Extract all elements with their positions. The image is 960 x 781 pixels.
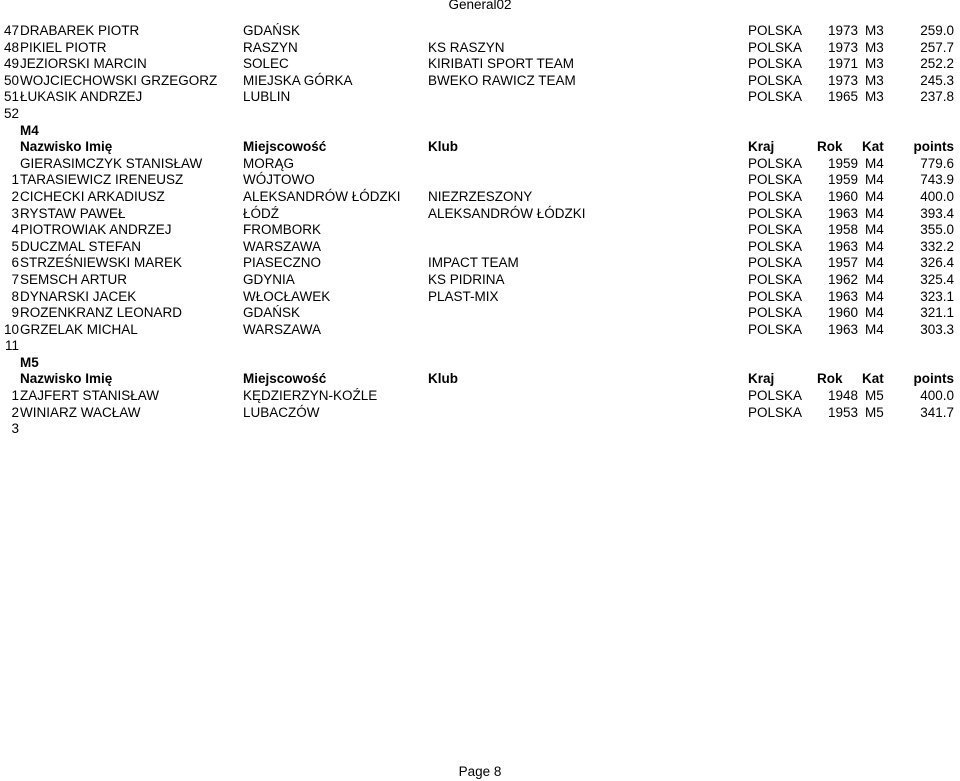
category-row: [0, 355, 960, 372]
cell-num: 4: [11, 222, 19, 238]
cell-year: 1960: [828, 188, 859, 204]
cell-name: ŁUKASIK ANDRZEJ: [20, 89, 143, 105]
cell-club: KS RASZYN: [428, 39, 505, 55]
table-row: [0, 73, 960, 90]
column-header-city: Miejscowość: [243, 139, 327, 155]
cell-city: GDAŃSK: [243, 305, 301, 321]
cell-num: 2: [11, 404, 19, 420]
cell-country: POLSKA: [748, 255, 803, 271]
cell-num: 52: [3, 105, 19, 121]
cell-year: 1959: [828, 155, 859, 171]
column-header-points: points: [913, 139, 954, 155]
cell-kat: M4: [865, 238, 884, 254]
results-sheet: [0, 23, 960, 438]
cell-name: JEZIORSKI MARCIN: [20, 56, 147, 72]
category-label: M4: [20, 122, 39, 138]
cell-num: 11: [4, 338, 19, 354]
cell-points: 779.6: [920, 155, 954, 171]
cell-num: 7: [11, 271, 19, 287]
cell-kat: M4: [865, 172, 884, 188]
cell-points: 321.1: [920, 305, 954, 321]
cell-year: 1963: [828, 205, 859, 221]
cell-country: POLSKA: [748, 222, 803, 238]
cell-country: POLSKA: [748, 205, 803, 221]
cell-points: 400.0: [920, 388, 954, 404]
cell-year: 1948: [828, 388, 859, 404]
table-row: [0, 56, 960, 73]
column-header-club: Klub: [428, 139, 458, 155]
cell-kat: M4: [865, 321, 884, 337]
cell-name: WOJCIECHOWSKI GRZEGORZ: [20, 72, 218, 88]
table-row-empty: [0, 421, 960, 438]
table-row: [0, 405, 960, 422]
cell-points: 332.2: [920, 238, 954, 254]
cell-kat: M4: [865, 155, 884, 171]
cell-name: RYSTAW PAWEŁ: [20, 205, 126, 221]
cell-kat: M4: [865, 205, 884, 221]
column-header-kat: Kat: [862, 139, 884, 155]
cell-city: SOLEC: [243, 56, 289, 72]
cell-points: 326.4: [920, 255, 954, 271]
cell-name: ZAJFERT STANISŁAW: [20, 388, 160, 404]
cell-city: ALEKSANDRÓW ŁÓDZKI: [243, 188, 401, 204]
category-row: [0, 123, 960, 140]
cell-city: ŁÓDŹ: [243, 205, 280, 221]
cell-num: 49: [3, 56, 19, 72]
table-row: [0, 222, 960, 239]
cell-name: DUCZMAL STEFAN: [20, 238, 142, 254]
column-header-name: Nazwisko Imię: [20, 139, 113, 155]
column-header-points: points: [913, 371, 954, 387]
cell-points: 341.7: [920, 404, 954, 420]
cell-city: WŁOCŁAWEK: [243, 288, 331, 304]
column-header-row: [0, 139, 960, 156]
cell-kat: M4: [865, 255, 884, 271]
cell-points: 743.9: [920, 172, 954, 188]
cell-num: 3: [11, 205, 19, 221]
cell-country: POLSKA: [748, 39, 803, 55]
cell-country: POLSKA: [748, 305, 803, 321]
table-row: [0, 388, 960, 405]
cell-points: 257.7: [920, 39, 954, 55]
cell-num: 3: [11, 421, 19, 437]
cell-year: 1960: [828, 305, 859, 321]
cell-kat: M3: [865, 39, 884, 55]
cell-kat: M5: [865, 388, 884, 404]
cell-year: 1973: [828, 72, 859, 88]
cell-year: 1959: [828, 172, 859, 188]
cell-country: POLSKA: [748, 89, 803, 105]
column-header-country: Kraj: [748, 371, 775, 387]
cell-kat: M4: [865, 288, 884, 304]
cell-club: KIRIBATI SPORT TEAM: [428, 56, 575, 72]
cell-kat: M4: [865, 271, 884, 287]
cell-year: 1963: [828, 288, 859, 304]
cell-city: PIASECZNO: [243, 255, 322, 271]
cell-city: MIEJSKA GÓRKA: [243, 72, 353, 88]
cell-points: 400.0: [920, 188, 954, 204]
cell-country: POLSKA: [748, 23, 803, 38]
cell-kat: M3: [865, 23, 884, 38]
cell-num: 1: [11, 172, 19, 188]
cell-country: POLSKA: [748, 288, 803, 304]
table-row: [0, 172, 960, 189]
cell-city: KĘDZIERZYN-KOŹLE: [243, 388, 378, 404]
cell-num: 9: [11, 305, 19, 321]
cell-points: 325.4: [920, 271, 954, 287]
cell-name: DRABAREK PIOTR: [20, 23, 140, 38]
sheet-title: General02: [448, 0, 512, 12]
cell-name: PIOTROWIAK ANDRZEJ: [20, 222, 172, 238]
table-row-empty: [0, 338, 960, 355]
section-m5: [0, 355, 960, 438]
cell-club: NIEZRZESZONY: [428, 188, 533, 204]
cell-name: WINIARZ WACŁAW: [20, 404, 141, 420]
cell-year: 1963: [828, 238, 859, 254]
cell-num: 5: [11, 238, 19, 254]
cell-city: WÓJTOWO: [243, 172, 315, 188]
cell-name: GRZELAK MICHAL: [20, 321, 138, 337]
cell-country: POLSKA: [748, 238, 803, 254]
cell-points: 323.1: [920, 288, 954, 304]
table-row-empty: [0, 106, 960, 123]
table-row: [0, 272, 960, 289]
cell-points: 245.3: [920, 72, 954, 88]
section-m3-tail: [0, 23, 960, 123]
cell-kat: M4: [865, 188, 884, 204]
cell-num: 48: [3, 39, 19, 55]
column-header-club: Klub: [428, 371, 458, 387]
cell-country: POLSKA: [748, 72, 803, 88]
cell-name: DYNARSKI JACEK: [20, 288, 137, 304]
section-m4: [0, 123, 960, 355]
cell-num: 1: [11, 388, 19, 404]
column-header-name: Nazwisko Imię: [20, 371, 113, 387]
column-header-year: Rok: [817, 371, 843, 387]
column-header-country: Kraj: [748, 139, 775, 155]
table-row: [0, 40, 960, 57]
cell-name: SEMSCH ARTUR: [20, 271, 128, 287]
table-row: [0, 305, 960, 322]
cell-num: 2: [11, 188, 19, 204]
cell-country: POLSKA: [748, 56, 803, 72]
cell-points: 303.3: [920, 321, 954, 337]
cell-city: LUBACZÓW: [243, 404, 320, 420]
cell-country: POLSKA: [748, 321, 803, 337]
cell-club: BWEKO RAWICZ TEAM: [428, 72, 576, 88]
cell-year: 1973: [828, 39, 859, 55]
cell-city: LUBLIN: [243, 89, 291, 105]
category-label: M5: [20, 354, 39, 370]
cell-city: GDAŃSK: [243, 23, 301, 38]
table-row: [0, 239, 960, 256]
cell-country: POLSKA: [748, 172, 803, 188]
cell-year: 1962: [828, 271, 859, 287]
table-row: [0, 23, 960, 40]
cell-club: IMPACT TEAM: [428, 255, 519, 271]
cell-points: 355.0: [920, 222, 954, 238]
table-row: [0, 156, 960, 173]
cell-country: POLSKA: [748, 271, 803, 287]
table-row: [0, 289, 960, 306]
table-row: [0, 89, 960, 106]
cell-country: POLSKA: [748, 188, 803, 204]
cell-name: STRZEŚNIEWSKI MAREK: [20, 255, 183, 271]
cell-club: KS PIDRINA: [428, 271, 505, 287]
page-number: Page 8: [458, 764, 502, 779]
cell-club: ALEKSANDRÓW ŁÓDZKI: [428, 205, 586, 221]
table-row: [0, 255, 960, 272]
cell-num: 47: [3, 23, 19, 38]
table-row: [0, 189, 960, 206]
cell-year: 1953: [828, 404, 859, 420]
cell-points: 393.4: [920, 205, 954, 221]
cell-city: RASZYN: [243, 39, 298, 55]
cell-num: 6: [11, 255, 19, 271]
cell-name: GIERASIMCZYK STANISŁAW: [20, 155, 203, 171]
cell-year: 1973: [828, 23, 859, 38]
cell-year: 1957: [828, 255, 859, 271]
column-header-kat: Kat: [862, 371, 884, 387]
cell-year: 1965: [828, 89, 859, 105]
cell-points: 259.0: [920, 23, 954, 38]
cell-country: POLSKA: [748, 388, 803, 404]
table-row: [0, 322, 960, 339]
cell-num: 50: [3, 72, 19, 88]
cell-kat: M4: [865, 222, 884, 238]
cell-name: TARASIEWICZ IRENEUSZ: [20, 172, 184, 188]
cell-kat: M3: [865, 72, 884, 88]
cell-name: CICHECKI ARKADIUSZ: [20, 188, 165, 204]
cell-name: ROZENKRANZ LEONARD: [20, 305, 183, 321]
cell-year: 1971: [828, 56, 859, 72]
cell-city: WARSZAWA: [243, 238, 321, 254]
cell-city: GDYNIA: [243, 271, 295, 287]
cell-year: 1963: [828, 321, 859, 337]
cell-name: PIKIEL PIOTR: [20, 39, 107, 55]
table-row: [0, 206, 960, 223]
cell-country: POLSKA: [748, 155, 803, 171]
cell-points: 252.2: [920, 56, 954, 72]
cell-city: MORĄG: [243, 155, 295, 171]
cell-kat: M3: [865, 56, 884, 72]
cell-country: POLSKA: [748, 404, 803, 420]
cell-kat: M5: [865, 404, 884, 420]
cell-city: FROMBORK: [243, 222, 322, 238]
cell-year: 1958: [828, 222, 859, 238]
cell-kat: M3: [865, 89, 884, 105]
cell-kat: M4: [865, 305, 884, 321]
cell-city: WARSZAWA: [243, 321, 321, 337]
cell-points: 237.8: [920, 89, 954, 105]
cell-num: 8: [11, 288, 19, 304]
column-header-row: [0, 371, 960, 388]
cell-num: 51: [3, 89, 19, 105]
cell-num: 10: [3, 321, 19, 337]
column-header-year: Rok: [817, 139, 843, 155]
column-header-city: Miejscowość: [243, 371, 327, 387]
cell-club: PLAST-MIX: [428, 288, 499, 304]
